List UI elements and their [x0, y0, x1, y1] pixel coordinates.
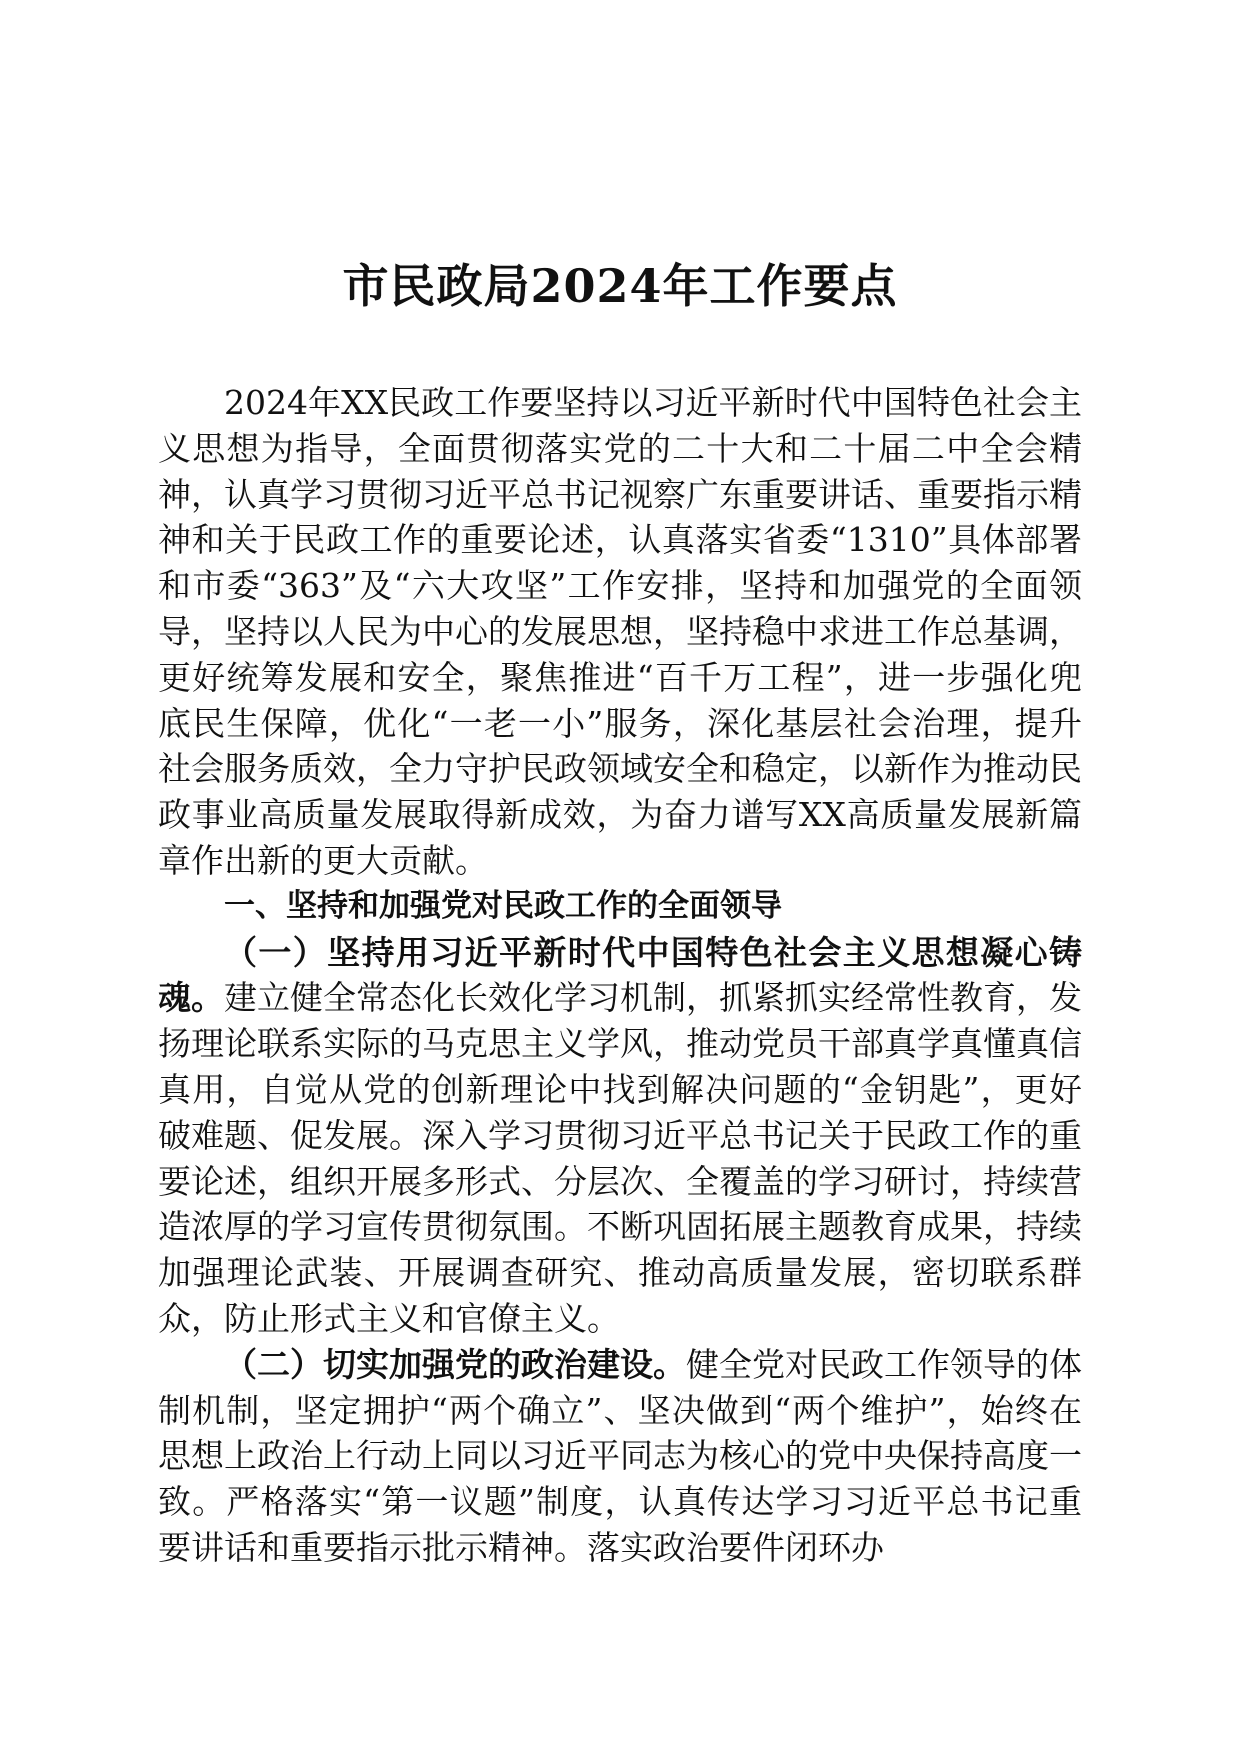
- document-title: 市民政局2024年工作要点: [342, 259, 898, 313]
- document-body: [158, 380, 1082, 1571]
- intro-paragraph: 2024年XX民政工作要坚持以习近平新时代中国特色社会主义思想为指导，全面贯彻落实党的二十大和二十届二中全会精神，认真学习贯彻习近平总书记视察广东重要讲话、重要指示精神和关于民政工作的重要论述，认真落实省委“1310”具体部署和市委“363”及“六大攻坚”工作安排，坚持和加强党的全面领导，坚持以人民为中心的发展思想，坚持稳中求进工作总基调，更好统筹发展和安全，聚焦推进“百千万工程”，进一步强化兜底民生保障，优化“一老一小”服务，深化基层社会治理，提升社会服务质效，全力守护民政领域安全和稳定，以新作为推动民政事业高质量发展取得新成效，为奋力谱写XX高质量发展新篇章作出新的更大贡献。: [158, 383, 1082, 880]
- section-heading-1: 一、坚持和加强党对民政工作的全面领导: [224, 887, 782, 924]
- item-2-text: 健全党对民政工作领导的体制机制，坚定拥护“两个确立”、坚决做到“两个维护”，始终在思想上政治上行动上同以习近平同志为核心的党中央保持高度一致。严格落实“第一议题”制度，认真传达学习习近平总书记重要讲话和重要指示批示精神。落实政治要件闭环办: [158, 1344, 1082, 1567]
- item-1-text: 建立健全常态化长效化学习机制，抓紧抓实经常性教育，发扬理论联系实际的马克思主义学风，推动党员干部真学真懂真信真用，自觉从党的创新理论中找到解决问题的“金钥匙”，更好破难题、促发展。深入学习贯彻习近平总书记关于民政工作的重要论述，组织开展多形式、分层次、全覆盖的学习研讨，持续营造浓厚的学习宣传贯彻氛围。不断巩固拓展主题教育成果，持续加强理论武装、开展调查研究、推动高质量发展，密切联系群众，防止形式主义和官僚主义。: [158, 978, 1082, 1338]
- item-2-lead: （二）切实加强党的政治建设。: [224, 1344, 686, 1384]
- item-1-lead: （一）坚持用习近平新时代中国特色社会主义思想凝心铸魂。: [158, 932, 1082, 1018]
- item-2-paragraph: [158, 1342, 1082, 1571]
- item-1-paragraph: [158, 930, 1082, 1342]
